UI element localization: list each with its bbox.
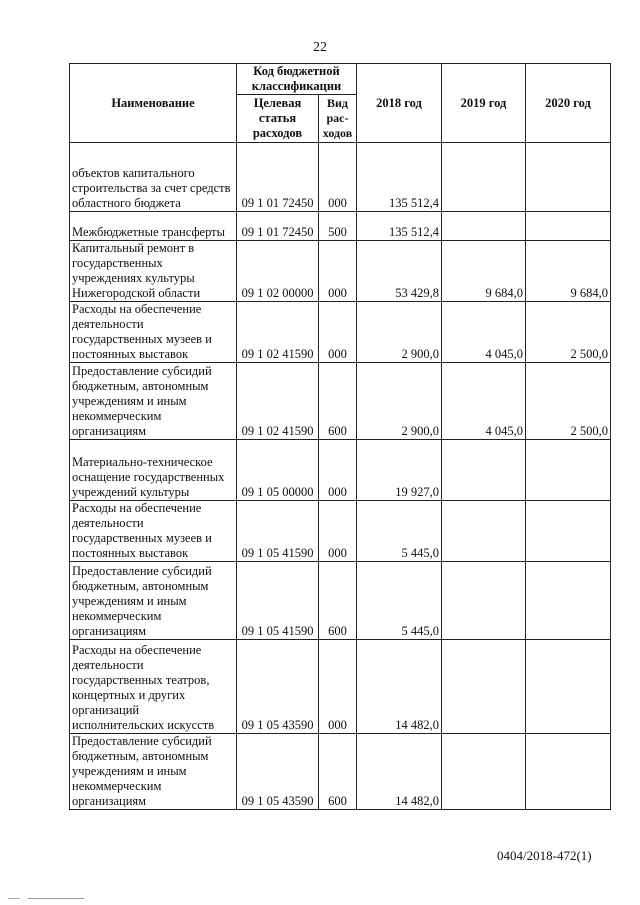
row-type: 000	[319, 640, 357, 734]
table-row	[70, 440, 611, 501]
row-2020: 2 500,0	[526, 302, 611, 363]
row-code: 09 1 02 41590	[237, 302, 319, 363]
row-code: 09 1 01 72450	[237, 143, 319, 212]
scan-artifact	[28, 898, 84, 899]
row-name: Предоставление субсидий бюджетным, автономным учреждениям и иным некоммерческим организациям	[70, 562, 237, 640]
row-code: 09 1 05 41590	[237, 562, 319, 640]
row-type: 000	[319, 501, 357, 562]
row-name: Предоставление субсидий бюджетным, автономным учреждениям и иным некоммерческим организациям	[70, 734, 237, 810]
header-expense-type: Вид рас-ходов	[319, 95, 357, 143]
row-type: 000	[319, 241, 357, 302]
row-code: 09 1 02 41590	[237, 363, 319, 440]
header-2020: 2020 год	[526, 64, 611, 143]
header-2019: 2019 год	[442, 64, 526, 143]
header-target-item: Целевая статья расходов	[237, 95, 319, 143]
row-2020	[526, 640, 611, 734]
table-row	[70, 501, 611, 562]
row-2020	[526, 440, 611, 501]
row-2020: 9 684,0	[526, 241, 611, 302]
row-2019: 4 045,0	[442, 363, 526, 440]
row-2019	[442, 734, 526, 810]
row-type: 000	[319, 302, 357, 363]
row-type: 600	[319, 734, 357, 810]
row-type: 000	[319, 143, 357, 212]
row-code: 09 1 05 43590	[237, 640, 319, 734]
table-row	[70, 212, 611, 241]
row-2020	[526, 212, 611, 241]
row-2018: 19 927,0	[357, 440, 442, 501]
row-type: 500	[319, 212, 357, 241]
row-type: 600	[319, 363, 357, 440]
row-2020	[526, 501, 611, 562]
table-row	[70, 562, 611, 640]
row-2018: 53 429,8	[357, 241, 442, 302]
budget-table	[69, 63, 611, 810]
row-code: 09 1 05 00000	[237, 440, 319, 501]
row-2018: 2 900,0	[357, 302, 442, 363]
row-2018: 2 900,0	[357, 363, 442, 440]
table-row	[70, 640, 611, 734]
row-name: объектов капитального строительства за счет средств областного бюджета	[70, 143, 237, 212]
row-2019	[442, 212, 526, 241]
row-code: 09 1 02 00000	[237, 241, 319, 302]
table-row	[70, 241, 611, 302]
table-row	[70, 734, 611, 810]
row-2020	[526, 562, 611, 640]
scan-artifact	[8, 898, 20, 899]
row-2019	[442, 562, 526, 640]
document-code: 0404/2018-472(1)	[497, 848, 592, 863]
header-name: Наименование	[70, 64, 237, 143]
row-name: Капитальный ремонт в государственных учреждениях культуры Нижегородской области	[70, 241, 237, 302]
row-2020	[526, 143, 611, 212]
row-type: 600	[319, 562, 357, 640]
row-2019	[442, 640, 526, 734]
row-2018: 135 512,4	[357, 143, 442, 212]
header-code-group: Код бюджетной классификации	[237, 64, 357, 95]
row-2019: 9 684,0	[442, 241, 526, 302]
table-row	[70, 302, 611, 363]
page-number: 22	[313, 40, 327, 55]
row-2019	[442, 440, 526, 501]
row-2020	[526, 734, 611, 810]
row-type: 000	[319, 440, 357, 501]
row-code: 09 1 05 41590	[237, 501, 319, 562]
row-2020: 2 500,0	[526, 363, 611, 440]
row-name: Межбюджетные трансферты	[70, 212, 237, 241]
row-code: 09 1 01 72450	[237, 212, 319, 241]
row-2018: 14 482,0	[357, 640, 442, 734]
table-row	[70, 143, 611, 212]
row-name: Материально-техническое оснащение государственных учреждений культуры	[70, 440, 237, 501]
row-2019	[442, 501, 526, 562]
row-name: Расходы на обеспечение деятельности государственных театров, концертных и других организаций исполнительских искусств	[70, 640, 237, 734]
table-row	[70, 363, 611, 440]
header-2018: 2018 год	[357, 64, 442, 143]
row-name: Расходы на обеспечение деятельности государственных музеев и постоянных выставок	[70, 501, 237, 562]
row-2018: 5 445,0	[357, 501, 442, 562]
row-2019: 4 045,0	[442, 302, 526, 363]
row-name: Предоставление субсидий бюджетным, автономным учреждениям и иным некоммерческим организациям	[70, 363, 237, 440]
row-2019	[442, 143, 526, 212]
row-2018: 5 445,0	[357, 562, 442, 640]
row-name: Расходы на обеспечение деятельности государственных музеев и постоянных выставок	[70, 302, 237, 363]
row-2018: 14 482,0	[357, 734, 442, 810]
row-code: 09 1 05 43590	[237, 734, 319, 810]
row-2018: 135 512,4	[357, 212, 442, 241]
